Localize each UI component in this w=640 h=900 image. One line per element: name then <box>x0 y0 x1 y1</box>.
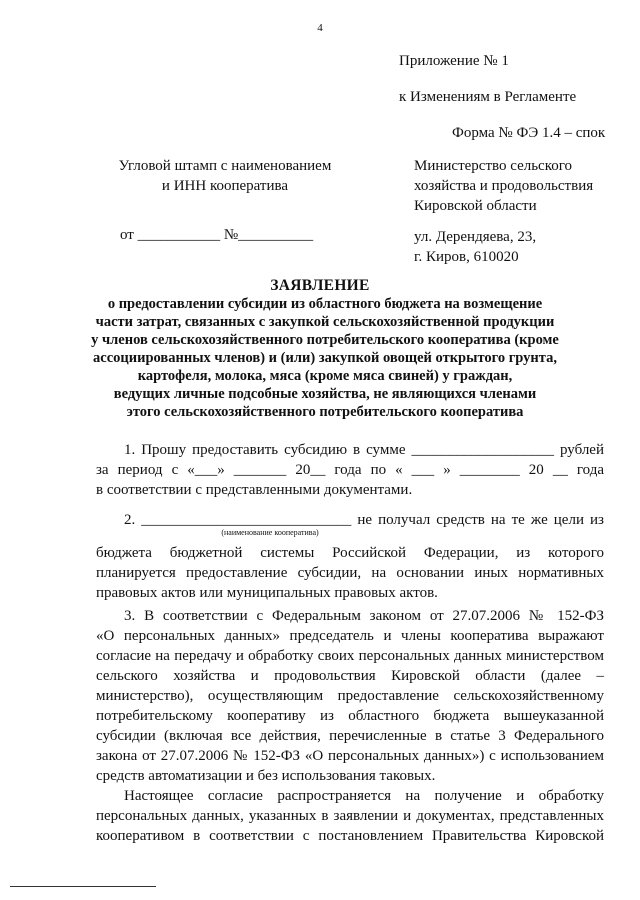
date-number-line: от ___________ №__________ <box>120 227 314 243</box>
stamp-line: и ИНН кооператива <box>161 178 289 194</box>
stamp-line: Угловой штамп с наименованием <box>118 158 332 174</box>
paragraph-4 <box>96 786 604 846</box>
addressee-ministry <box>414 156 593 216</box>
subject-line: этого сельскохозяйственного потребительского кооператива <box>126 404 524 420</box>
subject-line: ассоциированных членов) и (или) закупкой овощей открытого грунта, <box>93 350 557 366</box>
cooperative-name-caption: (наименование кооператива) <box>221 528 319 537</box>
addressee-line: Кировской области <box>414 198 537 214</box>
paragraph-line: правовых актов или муниципальных правовых актов. <box>96 585 438 601</box>
changes-label: к Изменениям в Регламенте <box>399 89 577 105</box>
paragraph-line: субсидии (включая все действия, перечисленные в статье 3 Федерального <box>96 728 604 744</box>
paragraph-line: планируется предоставление субсидии, на основании иных нормативных <box>96 565 604 581</box>
paragraph-line: в соответствии с представленными документами. <box>96 482 413 498</box>
corner-stamp-placeholder <box>110 156 340 196</box>
paragraph-line: «О персональных данных» председатель и члены кооператива выражают <box>96 628 604 644</box>
subject-line: картофеля, молока, мяса (кроме мяса свиней) у граждан, <box>137 368 513 384</box>
paragraph-1 <box>96 440 604 500</box>
address-line: г. Киров, 610020 <box>414 249 519 265</box>
document-title: ЗАЯВЛЕНИЕ <box>270 277 370 294</box>
paragraph-line: бюджета бюджетной системы Российской Федерации, из которого <box>96 545 604 561</box>
paragraph-line: сельского хозяйства и продовольствия Кировской области (далее – <box>96 668 604 684</box>
addressee-line: хозяйства и продовольствия <box>414 178 594 194</box>
addressee-line: Министерство сельского <box>414 158 573 174</box>
paragraph-2-continued <box>96 543 604 603</box>
paragraph-line: кооперативом в соответствии с постановлением Правительства Кировской <box>96 828 604 844</box>
footnote-separator <box>10 886 156 887</box>
subject-line: части затрат, связанных с закупкой сельскохозяйственной продукции <box>95 314 555 330</box>
subject-line: у членов сельскохозяйственного потребительского кооператива (кроме <box>91 332 559 348</box>
subject-line: о предоставлении субсидии из областного бюджета на возмещение <box>107 296 543 312</box>
paragraph-line: министерство), осуществляющим предоставление сельскохозяйственному <box>96 688 604 704</box>
paragraph-line: за период с «___» _______ 20__ года по « ___ » ________ 20 __ года <box>96 462 604 478</box>
form-number: Форма № ФЭ 1.4 – спок <box>452 125 606 141</box>
subject-line: ведущих личные подсобные хозяйства, не являющихся членами <box>113 386 537 402</box>
paragraph-line: Настоящее согласие распространяется на получение и обработку <box>124 788 604 804</box>
document-subject <box>70 295 580 421</box>
paragraph-line: персональных данных, указанных в заявлении и документах, представленных <box>96 808 604 824</box>
paragraph-line: согласие на передачу и обработку своих персональных данных министерством <box>96 648 604 664</box>
appendix-label: Приложение № 1 <box>399 53 509 69</box>
paragraph-line: 1. Прошу предоставить субсидию в сумме ___________________ рублей <box>124 442 604 458</box>
page-number: 4 <box>317 22 323 34</box>
paragraph-2 <box>96 510 604 530</box>
paragraph-line: 3. В соответствии с Федеральным законом от 27.07.2006 № 152-ФЗ <box>124 608 604 624</box>
paragraph-line: 2. ____________________________ не получал средств на те же цели из <box>124 512 604 528</box>
paragraph-line: средств автоматизации и без использования таковых. <box>96 768 436 784</box>
paragraph-3 <box>96 606 604 786</box>
addressee-address <box>414 227 536 267</box>
paragraph-line: закона от 27.07.2006 № 152-ФЗ «О персональных данных») с использованием <box>96 748 604 764</box>
address-line: ул. Дерендяева, 23, <box>414 229 537 245</box>
paragraph-line: потребительскому кооперативу из областного бюджета вышеуказанной <box>96 708 604 724</box>
